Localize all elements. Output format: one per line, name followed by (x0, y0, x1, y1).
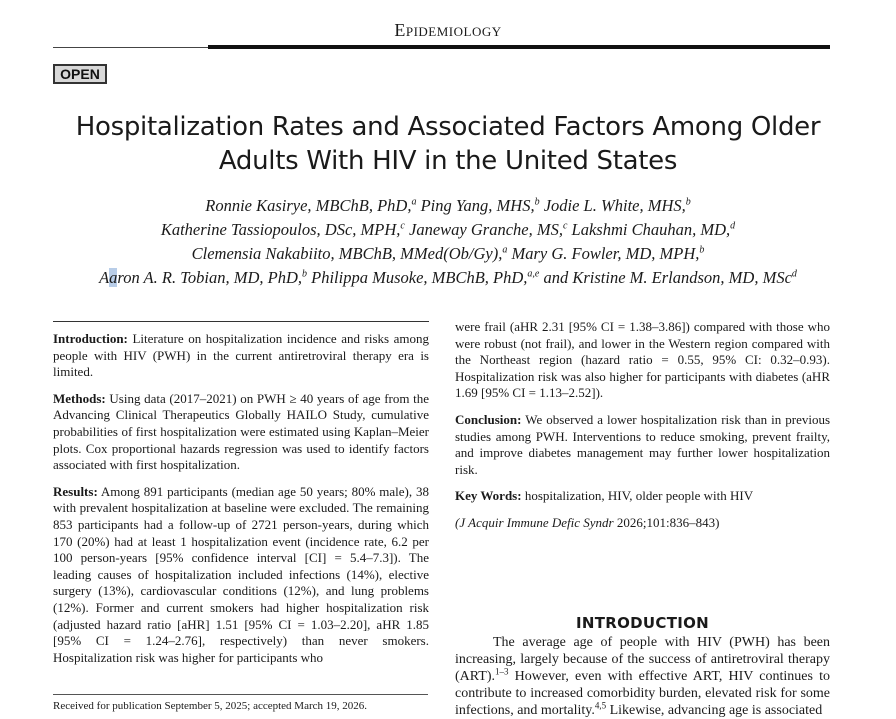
abstract-rule (53, 321, 429, 322)
abstract-heading: Introduction: (53, 331, 128, 346)
affiliation-mark: d (730, 220, 736, 232)
abstract-results-continued: were frail (aHR 2.31 [95% CI = 1.38–3.86]) compared with those who were robust (not frail), and lower in the Western region compared with the Northeast region (hazard ratio = 0.55, 95% CI: 0.32–0.93). Hospitalization risk was also higher for participants with diabetes (aHR 1.69 [95% CI = 1.13–2.52]). (455, 319, 830, 401)
abstract-methods (53, 391, 429, 474)
author: Lakshmi Chauhan, MD, (571, 220, 731, 239)
abstract-results (53, 484, 429, 667)
keywords (455, 488, 830, 505)
citation-journal: (J Acquir Immune Defic Syndr (455, 514, 614, 530)
abstract-conclusion (455, 412, 830, 478)
author: Ronnie Kasirye, MBChB, PhD, (205, 196, 412, 215)
received-footnote: Received for publication September 5, 2025; accepted March 19, 2026. (53, 700, 368, 712)
citation (455, 515, 830, 532)
author: and Kristine M. Erlandson, MD, MSc (543, 268, 792, 287)
author: Katherine Tassiopoulos, DSc, MPH, (160, 220, 401, 239)
reference-mark[interactable]: 4,5 (594, 700, 607, 711)
text-selection[interactable]: a (109, 268, 118, 287)
affiliation-mark: d (791, 268, 797, 280)
header-rule-left (53, 47, 208, 48)
affiliation-mark: a,e (527, 268, 540, 280)
abstract-introduction (53, 331, 429, 381)
affiliation-mark: b (699, 244, 705, 256)
open-access-badge: OPEN (53, 64, 107, 84)
abstract-heading: Methods: (53, 390, 106, 406)
article-title: Hospitalization Rates and Associated Factors Among Older Adults With HIV in the United States (75, 112, 821, 176)
abstract-right-column (455, 319, 830, 542)
abstract-heading: Results: (53, 483, 98, 499)
abstract-text: Using data (2017–2021) on PWH ≥ 40 years of age from the Advancing Clinical Therapeutics Globally HAILO Study, cumulative probabilities of first hospitalization were estimated using Kaplan–Meier plots. Cox proportional hazards regression was used to identify factors associated with first hospitalization. (53, 390, 430, 473)
affiliation-mark: b (685, 196, 691, 208)
header-rule (208, 45, 830, 49)
author: Ping Yang, MHS, (420, 196, 535, 215)
author: Jodie L. White, MHS, (543, 196, 686, 215)
author: Philippa Musoke, MBChB, PhD, (311, 268, 528, 287)
affiliation-mark: a (411, 196, 417, 208)
keywords-text: hospitalization, HIV, older people with HIV (524, 488, 754, 504)
introduction-heading: INTRODUCTION (575, 614, 710, 632)
affiliation-mark: a (502, 244, 508, 256)
abstract-text: Among 891 participants (median age 50 years; 80% male), 38 with prevalent hospitalization at baseline were excluded. The remaining 853 participants had a follow-up of 2721 person-years, during which 170 (20%) had at least 1 hospitalization event (incidence rate, 6.2 per 100 person-years [95% confidence interval [CI] = 5.4–7.3]). The leading causes of hospitalization included infections (14%), elective surgery (13%), cardiovascular conditions (12%), and lung problems (12%). Former and current smokers had higher hospitalization risk (adjusted hazard ratio [aHR] 1.51 [95% CI = 1.03–2.20], aHR 1.85 [95% CI = 1.24–2.76], respectively) than never smokers. Hospitalization risk was higher for participants who (53, 483, 429, 665)
author: Mary G. Fowler, MD, MPH, (511, 244, 700, 263)
introduction-text: The average age of people with HIV (PWH) has been increasing, largely because of the success of antiretroviral therapy (ART).$^{1-3}$ However, even with effective ART, HIV continues to contribute to increased comorbidity burden, elevated risk for some infections, and mortality.$^{4,5}$ Likewise, advancing age is associated (455, 635, 830, 718)
affiliation-mark: c (400, 220, 405, 232)
citation-details: 2026;101:836–843) (616, 514, 720, 530)
affiliation-mark: b (534, 196, 540, 208)
abstract-text: Literature on hospitalization incidence and risks among people with HIV (PWH) in the current antiretroviral therapy era is limited. (53, 331, 429, 380)
author-list (40, 194, 856, 290)
reference-mark[interactable]: 1–3 (494, 666, 509, 677)
footnote-rule (53, 694, 428, 695)
abstract-left-column (53, 331, 429, 676)
author-selected[interactable]: Aaron A. R. Tobian, MD, PhD, (99, 268, 302, 287)
affiliation-mark: b (302, 268, 307, 280)
keywords-heading: Key Words: (455, 488, 522, 504)
author: Clemensia Nakabiito, MBChB, MMed(Ob/Gy), (191, 244, 503, 263)
abstract-heading: Conclusion: (455, 411, 522, 427)
section-label: Epidemiology (394, 20, 502, 40)
abstract-text: We observed a lower hospitalization risk than in previous studies among PWH. Interventions to reduce smoking, prevent frailty, and improve diabetes management may further lower hospitalization risk. (455, 411, 831, 477)
author: Janeway Granche, MS, (409, 220, 563, 239)
affiliation-mark: c (562, 220, 568, 232)
